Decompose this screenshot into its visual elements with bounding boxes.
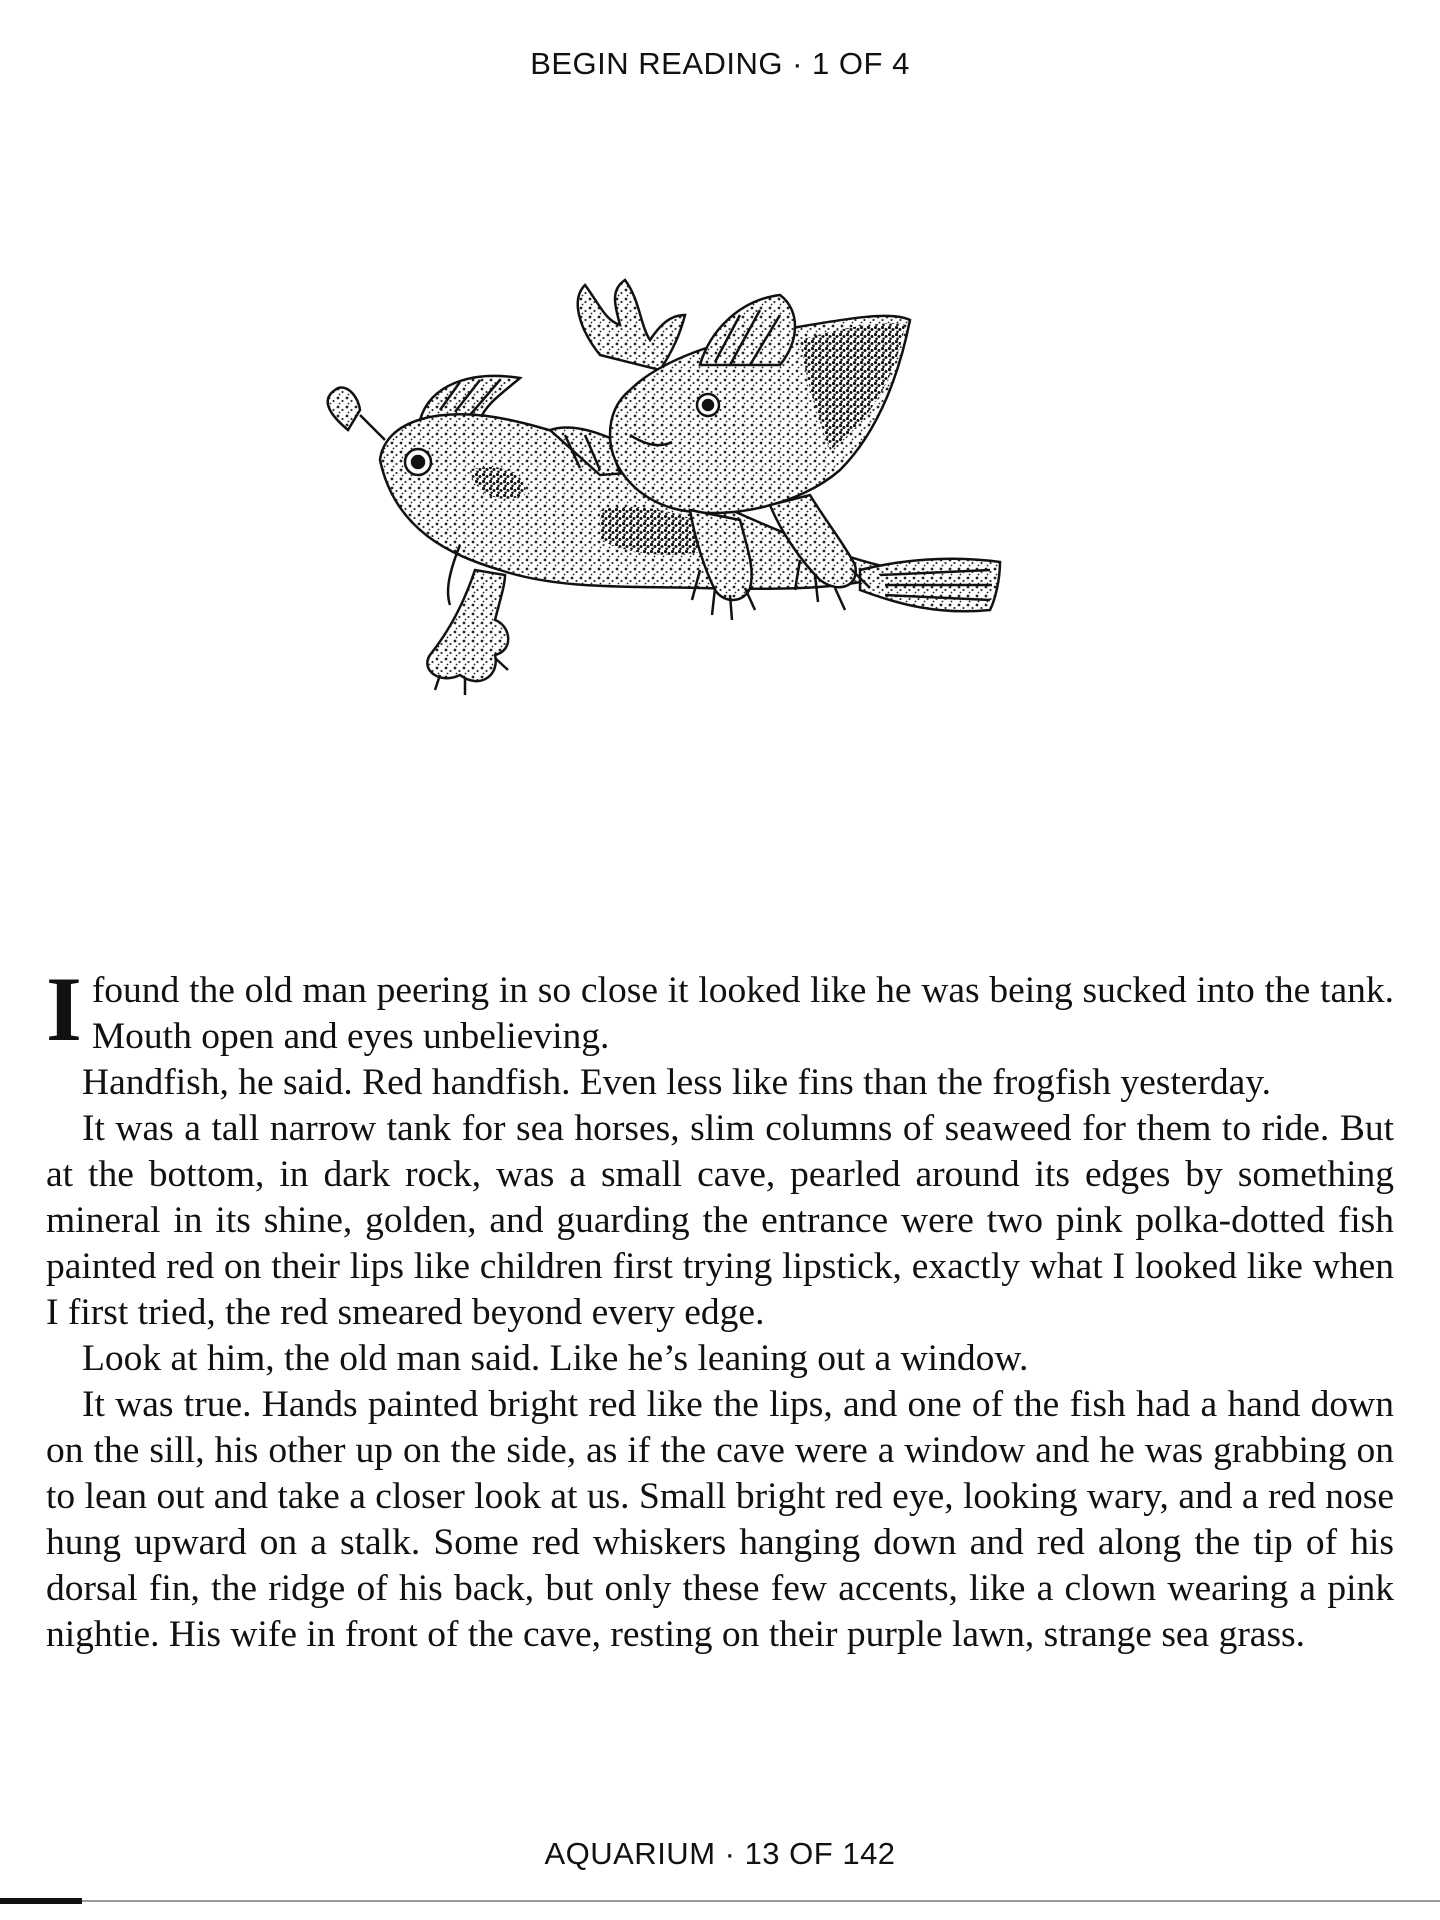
paragraph-4: Look at him, the old man said. Like he’s leaning out a window. <box>82 1338 1029 1379</box>
drop-cap: I <box>46 958 82 1060</box>
reading-progress-track[interactable] <box>0 1900 1440 1902</box>
reading-text <box>46 958 1394 1658</box>
paragraph-3: It was a tall narrow tank for sea horses, slim columns of seaweed for them to ride. But at the bottom, in dark rock, was a small cave, pearled around its edges by something mineral in its shine, golden, and guarding the entrance were two pink polka-dotted fish painted red on their lips like children first trying lipstick, exactly what I looked like when I first tried, the red smeared beyond every edge. <box>46 1108 1394 1333</box>
section-progress-label: BEGIN READING · 1 OF 4 <box>530 46 910 81</box>
reading-progress-fill <box>0 1898 82 1904</box>
chapter-progress-label: AQUARIUM · 13 OF 142 <box>544 1836 896 1871</box>
paragraph-text: found the old man peering in so close it looked like he was being sucked into the tank. Mouth open and eyes unbelieving. <box>91 970 1394 1057</box>
paragraph-1 <box>46 958 1394 1060</box>
handfish-illustration <box>300 270 1140 850</box>
paragraph-5: It was true. Hands painted bright red like the lips, and one of the fish had a hand down on the sill, his other up on the side, as if the cave were a window and he was grabbing on to lean out and take a closer look at us. Small bright red eye, looking wary, and a red nose hung upward on a stalk. Some red whiskers hanging down and red along the tip of his dorsal fin, the ridge of his back, but only these few accents, like a clown wearing a pink nightie. His wife in front of the cave, resting on their purple lawn, strange sea grass. <box>46 1384 1394 1655</box>
paragraph-2: Handfish, he said. Red handfish. Even less like fins than the frogfish yesterday. <box>82 1062 1271 1103</box>
